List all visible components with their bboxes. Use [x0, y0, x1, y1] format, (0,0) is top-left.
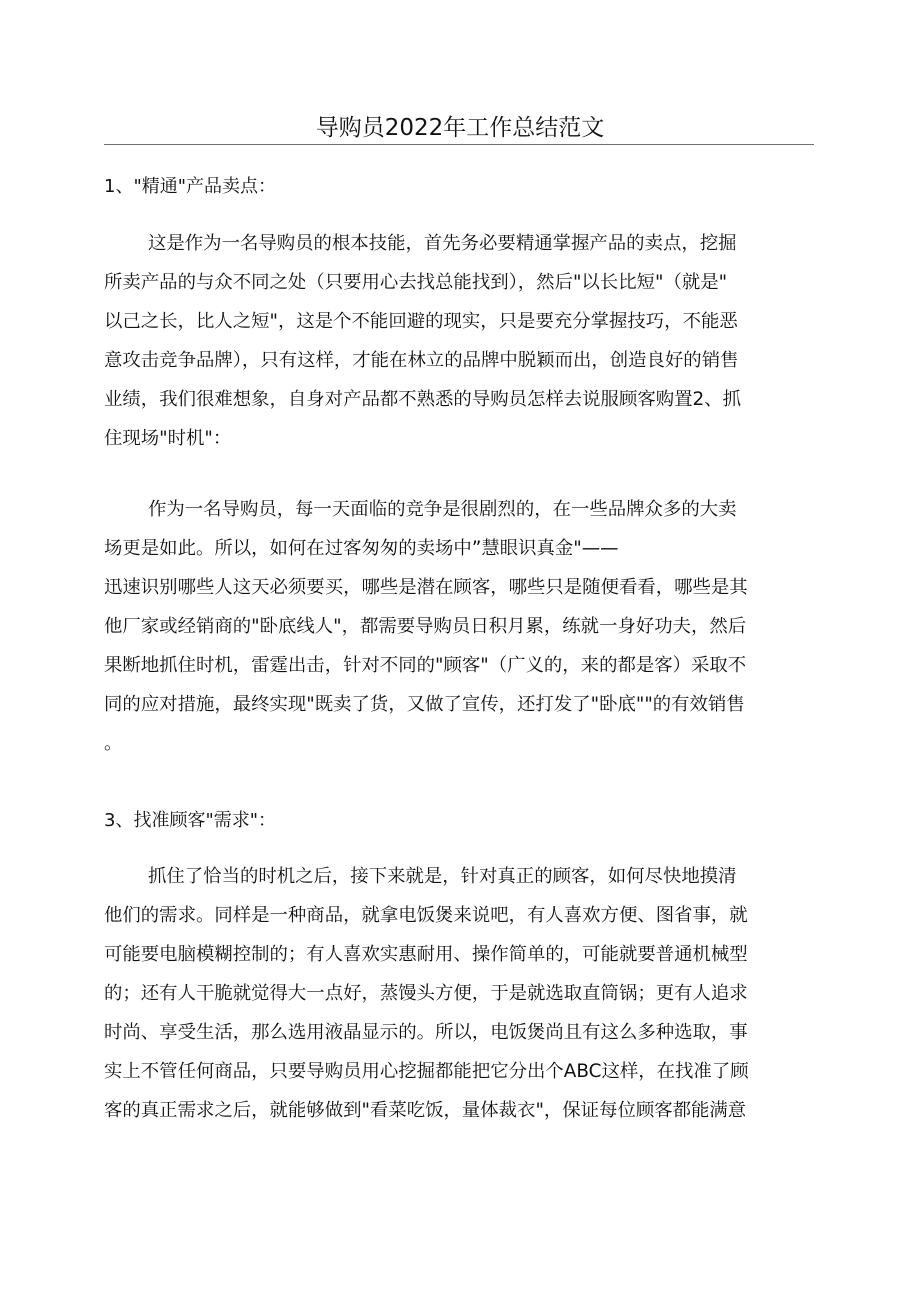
paragraph-line: 可能要电脑模糊控制的；有人喜欢实惠耐用、操作简单的，可能就要普通机械型 — [104, 944, 748, 965]
paragraph-line: 他厂家或经销商的"卧底线人"，都需要导购员日积月累，练就一身好功夫，然后 — [104, 616, 747, 637]
paragraph-line: 业绩，我们很难想象，自身对产品都不熟悉的导购员怎样去说服顾客购置2、抓 — [104, 389, 741, 410]
paragraph-line: 迅速识别哪些人这天必须要买，哪些是潜在顾客，哪些只是随便看看，哪些是其 — [104, 577, 748, 598]
paragraph-line: 所卖产品的与众不同之处（只要用心去找总能找到），然后"以长比短"（就是" — [104, 272, 728, 293]
section-heading-3: 3、找准顾客"需求"： — [104, 810, 277, 831]
paragraph-3 — [104, 857, 816, 1130]
paragraph-line: 客的真正需求之后，就能够做到"看菜吃饭，量体裁衣"，保证每位顾客都能满意 — [104, 1100, 747, 1121]
paragraph-line: 作为一名导购员，每一天面临的竞争是很剧烈的，在一些品牌众多的大卖 — [148, 499, 737, 520]
paragraph-line: 意攻击竞争品牌），只有这样，才能在林立的品牌中脱颖而出，创造良好的销售 — [104, 350, 739, 371]
title-underline — [104, 144, 814, 145]
paragraph-2 — [104, 490, 816, 763]
paragraph-line: 同的应对措施，最终实现"既卖了货，又做了宣传，还打发了"卧底""的有效销售 — [104, 694, 745, 715]
paragraph-line: 。 — [104, 733, 123, 754]
paragraph-line: 场更是如此。所以，如何在过客匆匆的卖场中”慧眼识真金"—— — [104, 538, 619, 559]
paragraph-line: 的；还有人干脆就觉得大一点好，蒸馒头方便，于是就选取直筒锅；更有人追求 — [104, 983, 748, 1004]
paragraph-line: 以己之长，比人之短"，这是个不能回避的现实，只是要充分掌握技巧，不能恶 — [104, 311, 738, 332]
paragraph-line: 时尚、享受生活，那么选用液晶显示的。所以，电饭煲尚且有这么多种选取，事 — [104, 1022, 748, 1043]
paragraph-line: 这是作为一名导购员的根本技能，首先务必要精通掌握产品的卖点，挖掘 — [148, 233, 737, 254]
paragraph-line: 实上不管任何商品，只要导购员用心挖掘都能把它分出个ABC这样，在找准了顾 — [104, 1061, 749, 1082]
paragraph-line: 抓住了恰当的时机之后，接下来就是，针对真正的顾客，如何尽快地摸清 — [148, 866, 737, 887]
document-title: 导购员2022年工作总结范文 — [315, 115, 605, 141]
paragraph-line: 住现场"时机"： — [104, 428, 232, 449]
paragraph-line: 他们的需求。同样是一种商品，就拿电饭煲来说吧，有人喜欢方便、图省事，就 — [104, 905, 748, 926]
paragraph-1 — [104, 224, 816, 458]
section-heading-1: 1、"精通"产品卖点： — [104, 176, 277, 197]
paragraph-line: 果断地抓住时机，雷霆出击，针对不同的"顾客"（广义的，来的都是客）采取不 — [104, 655, 747, 676]
